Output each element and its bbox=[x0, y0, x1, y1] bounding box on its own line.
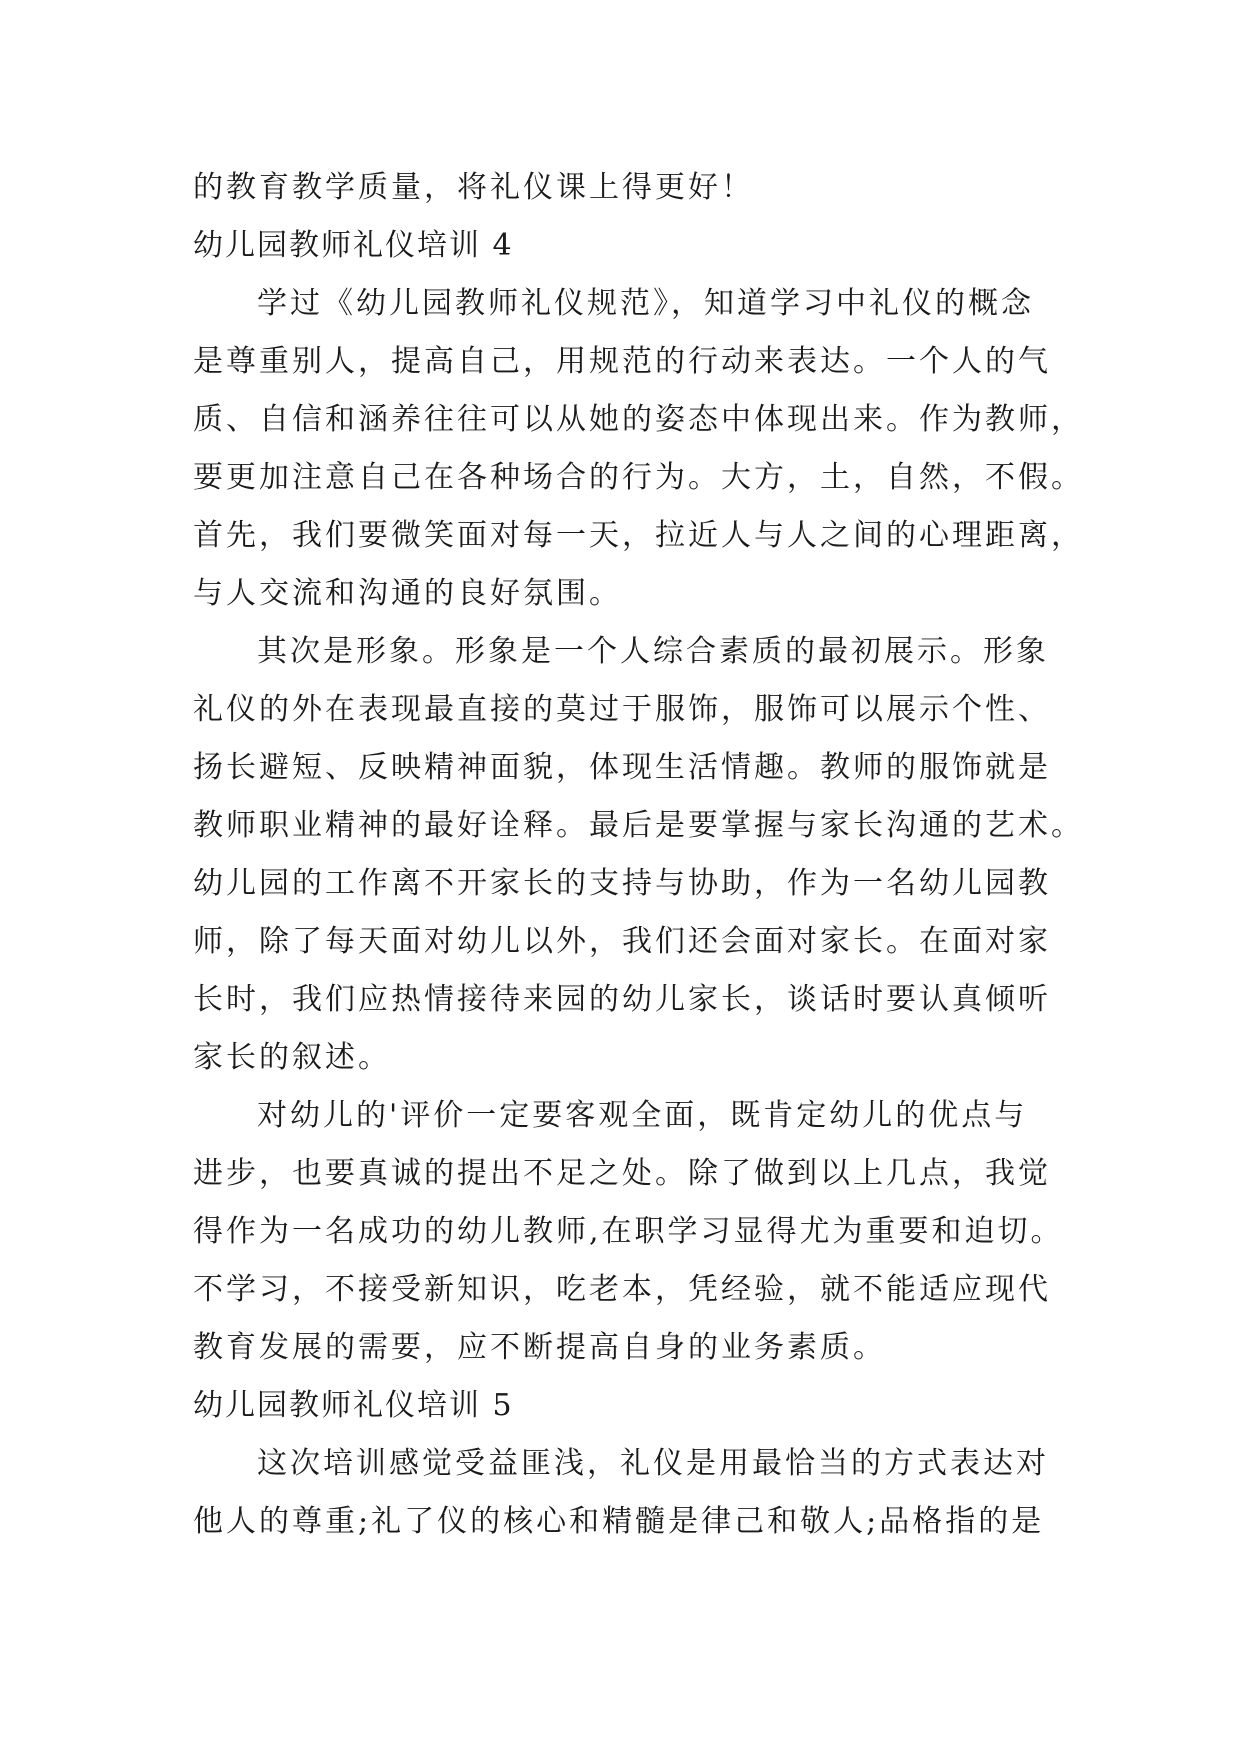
text-line: 不学习，不接受新知识，吃老本，凭经验，就不能适应现代 bbox=[193, 1272, 1051, 1307]
text-line: 质、自信和涵养往往可以从她的姿态中体现出来。作为教师， bbox=[193, 402, 1084, 437]
text-line: 要更加注意自己在各种场合的行为。大方，土，自然，不假。 bbox=[193, 460, 1084, 495]
text-line: 这次培训感觉受益匪浅，礼仪是用最恰当的方式表达对 bbox=[257, 1446, 1049, 1481]
text-line: 得作为一名成功的幼儿教师,在职学习显得尤为重要和迫切。 bbox=[193, 1214, 1064, 1249]
text-line: 家长的叙述。 bbox=[193, 1040, 391, 1075]
text-line: 礼仪的外在表现最直接的莫过于服饰，服饰可以展示个性、 bbox=[193, 692, 1051, 727]
text-line: 长时，我们应热情接待来园的幼儿家长，谈话时要认真倾听 bbox=[193, 982, 1051, 1017]
text-line: 进步，也要真诚的提出不足之处。除了做到以上几点，我觉 bbox=[193, 1156, 1051, 1191]
text-line: 教育发展的需要，应不断提高自身的业务素质。 bbox=[193, 1330, 886, 1365]
text-line: 的教育教学质量，将礼仪课上得更好！ bbox=[193, 170, 754, 205]
text-line: 其次是形象。形象是一个人综合素质的最初展示。形象 bbox=[257, 634, 1049, 669]
text-line: 是尊重别人，提高自己，用规范的行动来表达。一个人的气 bbox=[193, 344, 1051, 379]
text-line: 学过《幼儿园教师礼仪规范》，知道学习中礼仪的概念 bbox=[257, 286, 1034, 321]
text-line: 幼儿园的工作离不开家长的支持与协助，作为一名幼儿园教 bbox=[193, 866, 1051, 901]
text-line: 与人交流和沟通的良好氛围。 bbox=[193, 576, 622, 611]
text-line: 师，除了每天面对幼儿以外，我们还会面对家长。在面对家 bbox=[193, 924, 1051, 959]
document-body bbox=[193, 159, 1084, 1551]
section-heading: 幼儿园教师礼仪培训 4 bbox=[193, 228, 514, 263]
text-line: 扬长避短、反映精神面貌，体现生活情趣。教师的服饰就是 bbox=[193, 750, 1051, 785]
text-line: 首先，我们要微笑面对每一天，拉近人与人之间的心理距离， bbox=[193, 518, 1084, 553]
text-line: 教师职业精神的最好诠释。最后是要掌握与家长沟通的艺术。 bbox=[193, 808, 1084, 843]
text-line: 他人的尊重;礼了仪的核心和精髓是律己和敬人;品格指的是 bbox=[193, 1504, 1045, 1539]
section-heading: 幼儿园教师礼仪培训 5 bbox=[193, 1388, 514, 1423]
text-line: 对幼儿的'评价一定要客观全面，既肯定幼儿的优点与 bbox=[257, 1098, 1028, 1133]
